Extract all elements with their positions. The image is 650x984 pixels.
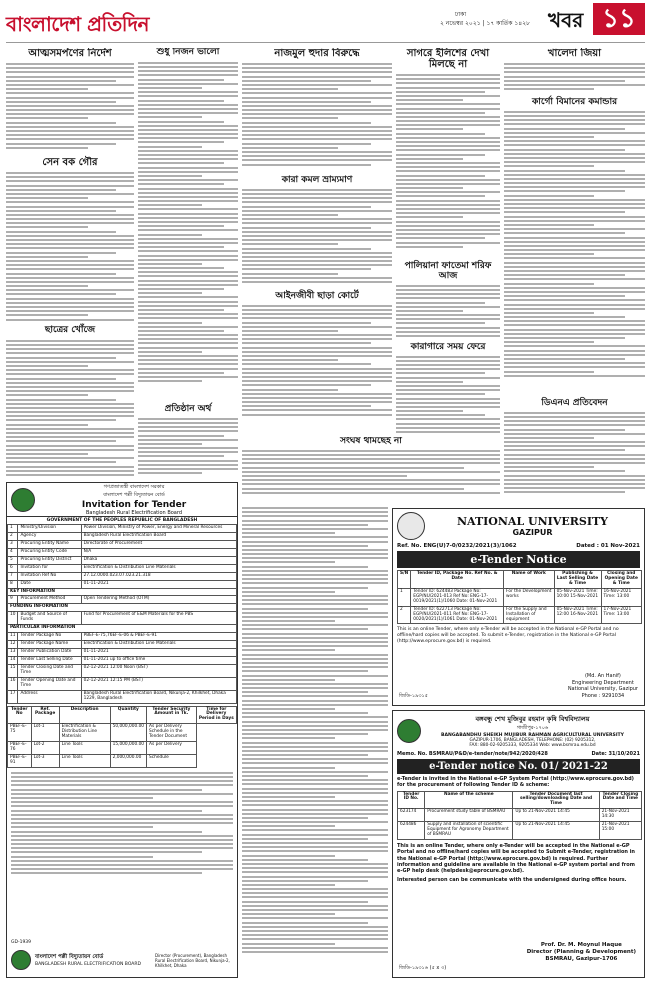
article-body (504, 63, 645, 95)
breb-info-row-cell: Date (18, 580, 81, 588)
breb-lot-row-cell: PBEF-E-91 (8, 755, 32, 768)
breb-info-row (8, 525, 237, 533)
breb-info-row-cell: Bangladesh Rural Electrification Board (81, 532, 236, 540)
breb-info-row-cell: Power Division, Ministry of Power, Energy and Mineral Resources (81, 525, 236, 533)
dateline-city: ঢাকা (455, 11, 467, 18)
bsmrau-table-header: Tender ID No. (398, 791, 425, 809)
tender-notice-nu (392, 508, 645, 706)
nu-table-row-cell: For the Supply and Installation of equipment (504, 606, 555, 624)
nu-code: জিডি-১৯৩১৫ (399, 693, 429, 699)
nu-ref: Ref. No. ENG(U)7-0/0232/2021(3)/1062 (397, 543, 517, 549)
bsmrau-address-bn: গাজীপুর-১৭০৬ (516, 725, 549, 731)
breb-info-row (8, 580, 237, 588)
article-body (396, 356, 500, 433)
breb-funding: FUNDING INFORMATION (8, 604, 237, 612)
headline: নাজমুল হুদার বিরুদ্ধে (274, 48, 360, 59)
breb-info-row-cell: 27.12.0000.023.07.023.21.318 (81, 572, 236, 580)
bsmrau-signer: Prof. Dr. M. Moynul Haque (540, 941, 622, 948)
bsmrau-fax: FAX: 880-02-9205333, 9205334 Web: www.bsmrau.edu.bd (469, 743, 596, 748)
bsmrau-address-en: GAZIPUR-1706, BANGLADESH, TELEPHONE: (02) 9205312, (469, 738, 596, 743)
breb-info-row-cell: Electrification & Distribution Line Materials (81, 564, 236, 572)
dateline-date: ২ নভেম্বর ২০২১ | ১৭ কার্তিক ১৪২৮ (440, 20, 530, 27)
breb-lot-row (8, 724, 237, 742)
breb-lot-header: Description (59, 706, 110, 724)
nu-table-header: Closing and Opening Date & Time (601, 571, 642, 589)
bsmrau-logo (397, 719, 421, 743)
bsmrau-table-row (398, 822, 642, 840)
nu-note: This is an online Tender, where only e-Tender will be accepted in the National e-GP Portal and no offline/hard copies will be accepted. To submit e-Tender, registration in the National e-GP Portal (http://www.eprocure.gov.bd) is required. (397, 627, 619, 644)
nu-banner: e-Tender Notice (397, 551, 640, 568)
bsmrau-table-row-cell: Up to 21-Nov-2021 14:45 (513, 809, 599, 822)
bsmrau-table-header: Tender Document last selling/downloading Date and Time (513, 791, 599, 809)
nu-table-header: S/N (398, 571, 411, 589)
bsmrau-date: Date: 31/10/2021 (591, 751, 640, 757)
breb-footer (11, 947, 235, 973)
breb-info-row-cell: 2 (8, 532, 18, 540)
bsmrau-signature (527, 942, 636, 963)
article-body (504, 111, 645, 396)
article-body (242, 63, 392, 173)
headline: ডিএনএ প্রতিবেদন (541, 397, 608, 408)
breb-info-row-cell: Procuring Entity Code (18, 548, 81, 556)
breb-title: Invitation for Tender (81, 499, 187, 510)
bsmrau-table-row-cell: 21-Nov-2021 15:00 (599, 822, 641, 840)
breb-lot-table (7, 706, 237, 768)
headline: প্রতিষ্ঠান অর্থ (164, 403, 212, 414)
breb-lot-row-cell: As per Delivery (147, 742, 197, 755)
news-column-3-lower (242, 437, 500, 503)
breb-info-row-cell: 4 (8, 548, 18, 556)
breb-lot-row-cell: PBEF-E-75 (8, 724, 32, 742)
breb-info-row (8, 540, 237, 548)
bsmrau-table-header: Name of the scheme (425, 791, 513, 809)
bsmrau-table-row-cell: Supply and installation of scientific Equipment for Agronomy Department of BSMRAU (425, 822, 513, 840)
bsmrau-signer-org: BSMRAU, Gazipur-1706 (545, 955, 618, 962)
breb-lot-header: Time for Delivery Period in Days (196, 706, 236, 724)
article-body (504, 412, 645, 502)
breb-info-row-cell: Procuring Entity Name (18, 540, 81, 548)
nu-table-row-cell: 16-Nov-2021 Time: 13:00 (601, 588, 642, 606)
bsmrau-table-row-cell: Procurement study table of BSMRAU (425, 809, 513, 822)
breb-logo (11, 488, 35, 512)
breb-lot-row-cell: Line Tools (59, 755, 110, 768)
bsmrau-table-row-cell: 623174 (398, 809, 425, 822)
newspaper-logo (6, 9, 182, 37)
bsmrau-table-header: Tender Closing Date and Time (599, 791, 641, 809)
headline: খালেদা জিয়া (547, 48, 602, 59)
breb-lot-header: Tender No (8, 706, 32, 724)
breb-closing-date: 02-12-2021 (83, 664, 109, 670)
breb-info-row (8, 556, 237, 564)
breb-info-row-cell: Ministry/Division (18, 525, 81, 533)
breb-info-row-cell: 8 (8, 580, 18, 588)
article-body (396, 285, 500, 340)
breb-pkg-name: Electrification & Distribution Line Materials (81, 641, 236, 649)
headline: আইনজীবী ছাড়া কোর্টে (275, 290, 359, 301)
breb-office-bn: বাংলাদেশ পল্লী বিদ্যুতায়ন বোর্ড (103, 491, 165, 498)
masthead (0, 0, 650, 40)
breb-lot-row-cell: 15,000,000.00 (110, 742, 146, 755)
breb-subtitle: Bangladesh Rural Electrification Board (85, 509, 183, 516)
page-number: ১১ (593, 3, 645, 35)
breb-conditions (11, 772, 233, 882)
breb-lot-row-cell: 2,000,000.00 (110, 755, 146, 768)
breb-method: Open Tendering Method (OTM) (81, 596, 236, 604)
breb-lot-header: Quantity (110, 706, 146, 724)
breb-info-row-cell: 01-11-2021 (81, 580, 236, 588)
article-body (138, 418, 238, 478)
nu-dated: Dated : 01 Nov-2021 (576, 543, 640, 549)
nu-signer: (Md. An Hanif) (584, 673, 621, 679)
bsmrau-table (397, 791, 642, 841)
nu-phone: Phone : 9291034 (581, 692, 625, 699)
breb-info-row-cell: 5 (8, 556, 18, 564)
breb-lot-row-cell: Lot-2 (31, 742, 59, 755)
bsmrau-table-row-cell: Up to 21-Nov-2021 14:45 (513, 822, 599, 840)
article-body (242, 305, 392, 425)
nu-ref-line (393, 543, 644, 549)
breb-opening-time: 12:15 PM (BST) (109, 677, 143, 683)
nu-table-row-cell: 2 (398, 606, 411, 624)
breb-closing-time: 12:00 Noon (BST) (109, 664, 148, 670)
nu-table-header: Tender ID, Package No. Ref No. & Date (411, 571, 504, 589)
nu-logo (397, 512, 425, 540)
headline: পালিয়ানা ফাতেমা শরিফ আজ (404, 261, 492, 281)
breb-info-table: 1 Ministry/Division Power Division, Ministry of Power, Energy and Mineral Resources 2 Agency Bangladesh Rural Electrification Board 3 Procuring Entity Name Directorate of Procurement 4 Procuring Entity Code N/A 5 Procuring Entity District Dhaka 6 Invitation for Electrification & Distribution Line Materials 7 Invitation Ref No 27.12.0000.023.07.023.21.318 8 Date 01-11-2021 KEY INFORMATION 9 Procurement Method Open Tendering Method (OTM) FUNDING INFORMATION 10 Budget and Source of Funds Fund for Procurement of E&M Materials for the PBS PARTICULAR INFORMATION 11 Tender Package No PBEF-E-75,76EF-E-06 & PBEF-E-91 12 Tender Package Name Electrification & Distribution Line Materials 13 Tender Publication Date 01-11-2021 14 Tender Last Selling Date 01-11-2021 up to office time 15 Tender Closing Date and Time 02-12-2021 12:00 Noon (BST) 16 Tender Opening Date and Time 02-12-2021 12:15 PM (BST) 17 Address Bangladesh Rural Electrification Board, Nikunja-2, Khilkhet, Dhaka 1229, Bangladesh (7, 524, 237, 704)
breb-lot-row (8, 742, 237, 755)
bsmrau-banner: e-Tender notice No. 01/ 2021-22 (397, 759, 640, 774)
breb-lot-row-cell: Line Tools (59, 742, 110, 755)
section-name: খবর (548, 8, 584, 32)
bsmrau-note: This is an online Tender, where only e-Tender will be accepted in the National e-GP Portal and no offline/hard copies will be accepted to Submit e-Tender, registration in the National e-GP Portal (http://www.eprocure.gov.bd) is required. Further information and guideline are available in the National e-GP system portal and from e-GP help desk (helpdesk@eprocure.gov.bd). (397, 843, 635, 874)
breb-lot-header: Ref. Package (31, 706, 59, 724)
nu-table-header: Name of Work (504, 571, 555, 589)
breb-pub-date: 01-11-2021 (81, 649, 236, 657)
breb-info-row-cell: 6 (8, 564, 18, 572)
breb-particular: PARTICULAR INFORMATION (8, 625, 237, 633)
bsmrau-name-bn: বঙ্গবন্ধু শেখ মুজিবুর রহমান কৃষি বিশ্ববিদ্যালয় (475, 715, 590, 723)
bsmrau-name-en: BANGABANDHU SHEIKH MUJIBUR RAHMAN AGRICULTURAL UNIVERSITY (440, 733, 625, 738)
nu-table-row-cell: For the Development works (504, 588, 555, 606)
nu-signature (568, 673, 638, 699)
headline: শুধু নির্জন ভালো (156, 48, 220, 57)
breb-info-row (8, 572, 237, 580)
nu-signer-org: National University, Gazipur (567, 686, 638, 692)
bsmrau-contact: Interested person can be communicate with the undersigned during office hours. (397, 877, 627, 884)
news-column-bottom-middle (242, 507, 388, 977)
news-column-2 (138, 48, 238, 478)
masthead-divider (6, 42, 645, 43)
article-body (6, 340, 134, 478)
nu-header (393, 509, 644, 543)
nu-institution: NATIONAL UNIVERSITY (456, 515, 609, 528)
tender-notice-breb (6, 482, 238, 978)
breb-footer-office: বাংলাদেশ পল্লী বিদ্যুতায়ন বোর্ড (35, 953, 104, 960)
bsmrau-intro: e-Tender is invited in the National e-GP System Portal (http://www.eprocure.gov.bd) for the procurement of following Tender ID & scheme: (397, 776, 634, 789)
breb-info-row-cell: Agency (18, 532, 81, 540)
headline: কার্গো বিমানের কমান্ডার (531, 97, 618, 107)
article-body (6, 172, 134, 322)
breb-info-row-cell: 3 (8, 540, 18, 548)
nu-table-header: Publishing & Last Selling Date & Time (554, 571, 601, 589)
nu-table-row-cell: 1 (398, 588, 411, 606)
breb-signature: Director (Procurement), Bangladesh Rural Electrification Board, Nikunja-2, Khilkhet, Dhaka (155, 952, 230, 968)
nu-table-row (398, 606, 642, 624)
breb-govt-line: GOVERNMENT OF THE PEOPLES REPUBLIC OF BANGLADESH (46, 518, 198, 523)
breb-info-row (8, 548, 237, 556)
breb-last-selling: 01-11-2021 up to office time (81, 656, 236, 664)
breb-lot-row (8, 755, 237, 768)
breb-lot-row-cell: Lot-3 (31, 755, 59, 768)
tender-notice-bsmrau (392, 710, 645, 978)
breb-govt-header: গণপ্রজাতন্ত্রী বাংলাদেশ সরকার (103, 483, 165, 490)
headline: সেন বক গৌর (42, 157, 98, 168)
breb-info-row-cell: Procuring Entity District (18, 556, 81, 564)
breb-info-row-cell: N/A (81, 548, 236, 556)
breb-lot-row-cell: Schedule (147, 755, 197, 768)
article-body (242, 507, 388, 977)
bsmrau-table-row (398, 809, 642, 822)
article-body (6, 63, 134, 153)
headline: ছাত্রের খোঁজে (44, 325, 96, 335)
breb-address: Bangladesh Rural Electrification Board, Nikunja-2, Khilkhet, Dhaka 1229, Bangladesh (81, 690, 236, 703)
headline: সাগরে ইলিশের দেখা মিলছে না (406, 48, 490, 70)
nu-table-row-cell: 17-Nov-2021 Time: 13:00 (601, 606, 642, 624)
bsmrau-header (393, 711, 644, 751)
breb-info-row (8, 532, 237, 540)
nu-table-row-cell: 05-Nov-2021 Time: 12:00 16-Nov-2021 (554, 606, 601, 624)
breb-lot-row-cell: 50,000,000.00 (110, 724, 146, 742)
bsmrau-signer-title: Director (Planning & Development) (526, 948, 636, 955)
breb-info-row-cell: Invitation Ref No (18, 572, 81, 580)
news-column-5 (504, 48, 645, 503)
breb-lot-row-cell: PBEF-E-76 (8, 742, 32, 755)
headline: সংঘর্ষ থামছেই না (340, 437, 402, 446)
headline: কারাগারে সময় ফেরে (410, 341, 486, 352)
news-column-4 (396, 48, 500, 433)
bsmrau-memo: Memo. No. BSMRAU/P&D/e-tender/note/942/2020/428 (397, 751, 548, 757)
bsmrau-table-row-cell: 21-Nov-2021 14:30 (599, 809, 641, 822)
headline: আত্মসমর্পণের নির্দেশ (28, 48, 112, 59)
nu-location: GAZIPUR (512, 528, 553, 537)
breb-lot-header: Tender Security Amount in Tk. (147, 706, 197, 724)
nu-table-row-cell: Tender ID: 622713 Package No: EGP/NU/2021-011 Ref No: ENG-17-0020/2021(1)/1061 Date: 01-Nov-2021 (411, 606, 504, 624)
breb-info-row (8, 564, 237, 572)
nu-table-row-cell: Tender ID: 624483 Package No: EGP/NU/2021-013 Ref No: ENG-17-0019/2021(1)/1060 Date: 01-Nov-2021 (411, 588, 504, 606)
breb-opening-date: 02-12-2021 (83, 677, 109, 683)
breb-info-row-cell: Dhaka (81, 556, 236, 564)
breb-footer-logo (11, 950, 31, 970)
breb-info-row-cell: Directorate of Procurement (81, 540, 236, 548)
breb-header (7, 483, 237, 517)
breb-lot-row-cell: Lot-1 (31, 724, 59, 742)
bsmrau-memo-line (393, 751, 644, 757)
brand-name: বাংলাদেশ প্রতিদিন (6, 12, 149, 36)
breb-package: PBEF-E-75,76EF-E-06 & PBEF-E-91 (81, 633, 236, 641)
breb-footer-en: BANGLADESH RURAL ELECTRIFICATION BOARD (35, 961, 141, 967)
article-body (242, 450, 500, 500)
breb-lot-row-cell: Electrification & Distribution Line Materials (59, 724, 110, 742)
bsmrau-table-row-cell: 624486 (398, 822, 425, 840)
bsmrau-code: জিডি-১৯৩১৬ (৫ x ৩) (399, 965, 447, 971)
news-column-1 (6, 48, 134, 478)
headline: কারা কমল ভ্রাম্যমাণ (281, 175, 353, 185)
breb-key-info: KEY INFORMATION (8, 588, 237, 596)
article-body (396, 74, 500, 259)
breb-lot-row-cell: As per Delivery Schedule in the Tender Document (147, 724, 197, 742)
nu-signer-title: Engineering Department (571, 679, 634, 686)
nu-table (397, 570, 642, 624)
nu-table-row (398, 588, 642, 606)
article-body (242, 189, 392, 289)
breb-info-row-cell: 7 (8, 572, 18, 580)
breb-code: GD-1939 (11, 940, 32, 945)
breb-info-row-cell: Invitation for (18, 564, 81, 572)
news-column-3 (242, 48, 392, 433)
article-body (138, 62, 238, 402)
nu-table-row-cell: 05-Nov-2021 Time: 10:00 15-Nov-2021 (554, 588, 601, 606)
breb-budget: Fund for Procurement of E&M Materials for the PBS (81, 612, 236, 625)
breb-info-row-cell: 1 (8, 525, 18, 533)
